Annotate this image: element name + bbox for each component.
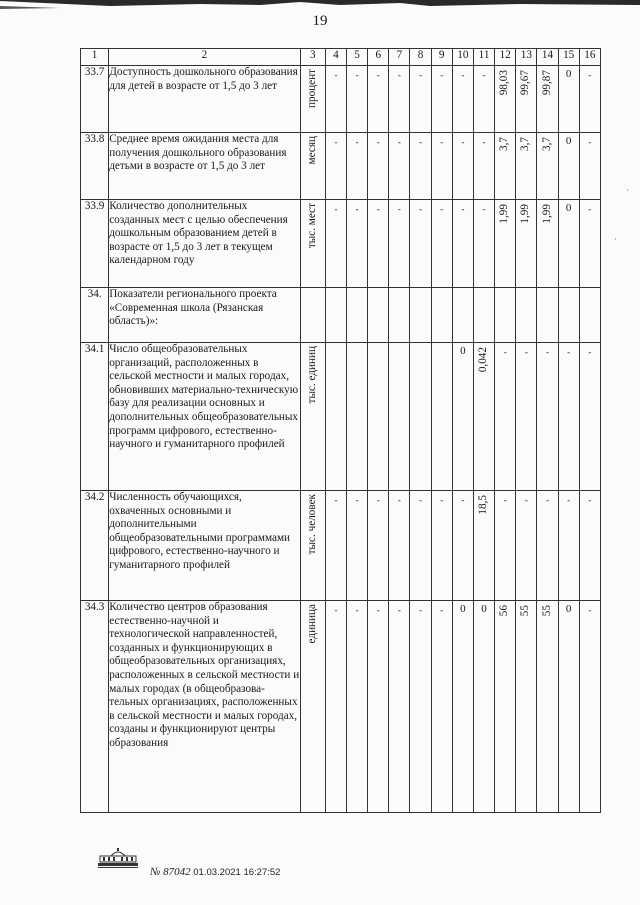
value-text: 99,67 bbox=[519, 70, 532, 96]
value-text: - bbox=[588, 70, 592, 80]
row-number: 34. bbox=[81, 288, 109, 343]
value-cell bbox=[325, 133, 346, 200]
value-text: - bbox=[334, 137, 338, 147]
value-text: - bbox=[376, 70, 380, 80]
unit-label: тыс. человек bbox=[305, 494, 318, 555]
value-text: 0 bbox=[565, 603, 572, 615]
value-text: - bbox=[588, 605, 592, 615]
value-cell bbox=[537, 288, 558, 343]
header-col-8: 8 bbox=[410, 49, 431, 66]
value-text: 0,042 bbox=[477, 347, 490, 373]
value-text: - bbox=[419, 137, 423, 147]
stamp-number: № 87042 bbox=[150, 866, 191, 878]
value-text: - bbox=[524, 495, 528, 505]
value-cell bbox=[579, 491, 600, 601]
header-col-10: 10 bbox=[452, 49, 473, 66]
value-text: - bbox=[376, 204, 380, 214]
header-col-3: 3 bbox=[300, 49, 325, 66]
value-cell bbox=[368, 491, 389, 601]
indicator-name: Численность обучающихся, охваченных основными и дополнительными общеобразовательными программами цифрового, естественно-научного и гуманитарного профилей bbox=[109, 491, 300, 601]
header-col-12: 12 bbox=[495, 49, 516, 66]
scan-mark: · bbox=[626, 186, 629, 195]
value-cell bbox=[516, 288, 537, 343]
value-cell bbox=[452, 601, 473, 813]
value-cell bbox=[579, 343, 600, 491]
value-cell bbox=[389, 343, 410, 491]
value-text: - bbox=[355, 204, 359, 214]
value-cell bbox=[579, 200, 600, 288]
value-text: 1,99 bbox=[519, 204, 532, 224]
value-cell bbox=[558, 288, 579, 343]
table-row bbox=[81, 343, 601, 491]
header-col-15: 15 bbox=[558, 49, 579, 66]
value-text: - bbox=[334, 495, 338, 505]
unit-cell bbox=[300, 601, 325, 813]
value-text: - bbox=[440, 605, 444, 615]
value-text: - bbox=[503, 495, 507, 505]
value-text: - bbox=[567, 495, 571, 505]
page-number: 19 bbox=[312, 13, 328, 29]
value-cell bbox=[452, 200, 473, 288]
indicator-name: Среднее время ожидания места для получения дошкольного образования детьми в возрасте от 1,5 до 3 лет bbox=[109, 133, 300, 200]
header-col-6: 6 bbox=[368, 49, 389, 66]
value-cell bbox=[368, 601, 389, 813]
value-cell bbox=[389, 601, 410, 813]
value-cell bbox=[368, 66, 389, 133]
value-cell bbox=[325, 601, 346, 813]
value-cell bbox=[473, 601, 494, 813]
unit-label: процент bbox=[305, 69, 318, 109]
value-cell bbox=[452, 288, 473, 343]
value-text: - bbox=[355, 605, 359, 615]
unit-cell bbox=[300, 66, 325, 133]
value-text: - bbox=[461, 70, 465, 80]
indicator-name: Доступность дошкольного образования для детей в возрасте от 1,5 до 3 лет bbox=[109, 66, 300, 133]
value-cell bbox=[347, 491, 368, 601]
value-text: 1,99 bbox=[540, 204, 553, 224]
value-cell bbox=[495, 343, 516, 491]
value-text: 0 bbox=[565, 68, 572, 80]
indicators-table bbox=[80, 48, 601, 813]
stamp-datetime: 01.03.2021 16:27:52 bbox=[193, 867, 281, 878]
value-cell bbox=[495, 601, 516, 813]
value-text: - bbox=[355, 70, 359, 80]
row-number: 33.7 bbox=[81, 66, 109, 133]
header-row bbox=[81, 49, 601, 66]
value-cell bbox=[431, 288, 452, 343]
table-row bbox=[81, 288, 601, 343]
table-row bbox=[81, 601, 601, 813]
value-text: - bbox=[376, 605, 380, 615]
value-cell bbox=[389, 66, 410, 133]
scan-edge-band bbox=[0, 0, 640, 10]
value-cell bbox=[516, 601, 537, 813]
value-cell bbox=[495, 288, 516, 343]
value-text: 0 bbox=[481, 603, 487, 615]
value-text: - bbox=[397, 605, 401, 615]
value-text: - bbox=[440, 495, 444, 505]
value-cell bbox=[495, 66, 516, 133]
value-text: - bbox=[440, 70, 444, 80]
unit-label: тыс. единиц bbox=[305, 346, 318, 404]
value-cell bbox=[325, 200, 346, 288]
value-text: - bbox=[461, 495, 465, 505]
value-cell bbox=[410, 601, 431, 813]
value-cell bbox=[495, 133, 516, 200]
value-text: - bbox=[397, 495, 401, 505]
value-text: - bbox=[461, 204, 465, 214]
value-text: - bbox=[482, 70, 486, 80]
value-text: 55 bbox=[519, 605, 532, 617]
value-cell bbox=[558, 601, 579, 813]
value-cell bbox=[558, 343, 579, 491]
value-cell bbox=[579, 133, 600, 200]
value-cell bbox=[473, 343, 494, 491]
value-text: 18,5 bbox=[477, 495, 490, 515]
value-text: - bbox=[503, 347, 507, 357]
value-cell bbox=[558, 200, 579, 288]
indicator-name: Количество центров образования естественно-научной и технологической направленностей, созданных и функционирующих в общеобразовательных организациях, расположенных в сельской местности и малых городах (в общеобразова-тельных организациях, расположенных в сельской местности и малых городах, созданы и функционируют центры образования bbox=[109, 601, 300, 813]
scan-mark: · bbox=[614, 235, 617, 244]
value-cell bbox=[431, 343, 452, 491]
value-text: - bbox=[397, 70, 401, 80]
value-text: - bbox=[397, 204, 401, 214]
unit-label: месяц bbox=[305, 136, 318, 165]
header-col-4: 4 bbox=[325, 49, 346, 66]
value-cell bbox=[495, 491, 516, 601]
header-col-7: 7 bbox=[389, 49, 410, 66]
value-cell bbox=[452, 66, 473, 133]
value-text: - bbox=[546, 495, 549, 505]
indicator-name: Количество дополнительных созданных мест с целью обеспечения дошкольным образованием детей в возрасте от 1,5 до 3 лет в текущем календарном году bbox=[109, 200, 300, 288]
value-text: - bbox=[440, 204, 444, 214]
value-cell bbox=[347, 200, 368, 288]
value-cell bbox=[410, 491, 431, 601]
value-text: 0 bbox=[460, 345, 466, 357]
value-cell bbox=[410, 133, 431, 200]
unit-cell bbox=[300, 491, 325, 601]
value-text: - bbox=[419, 70, 423, 80]
table-row bbox=[81, 491, 601, 601]
value-cell bbox=[558, 133, 579, 200]
value-cell bbox=[452, 491, 473, 601]
value-cell bbox=[516, 200, 537, 288]
value-text: - bbox=[419, 605, 423, 615]
header-col-5: 5 bbox=[347, 49, 368, 66]
value-text: - bbox=[461, 137, 465, 147]
value-text: - bbox=[376, 495, 380, 505]
header-col-2: 2 bbox=[109, 49, 300, 66]
value-cell bbox=[347, 288, 368, 343]
value-text: 99,87 bbox=[540, 70, 553, 96]
value-cell bbox=[516, 133, 537, 200]
value-cell bbox=[579, 66, 600, 133]
registry-logo-icon bbox=[94, 846, 142, 870]
value-cell bbox=[431, 601, 452, 813]
table-row bbox=[81, 200, 601, 288]
value-text: 98,03 bbox=[498, 70, 511, 96]
value-cell bbox=[410, 66, 431, 133]
value-cell bbox=[516, 491, 537, 601]
value-cell bbox=[368, 343, 389, 491]
value-cell bbox=[537, 491, 558, 601]
value-text: - bbox=[588, 137, 592, 147]
value-cell bbox=[347, 343, 368, 491]
value-text: - bbox=[334, 605, 338, 615]
header-col-13: 13 bbox=[516, 49, 537, 66]
value-text: 0 bbox=[460, 603, 466, 615]
value-cell bbox=[410, 200, 431, 288]
value-cell bbox=[516, 343, 537, 491]
value-cell bbox=[431, 491, 452, 601]
value-cell bbox=[368, 133, 389, 200]
value-cell bbox=[473, 200, 494, 288]
value-cell bbox=[347, 133, 368, 200]
value-cell bbox=[558, 491, 579, 601]
header-col-1: 1 bbox=[81, 49, 109, 66]
table-row bbox=[81, 66, 601, 133]
header-col-16: 16 bbox=[579, 49, 600, 66]
value-cell bbox=[368, 288, 389, 343]
value-cell bbox=[410, 343, 431, 491]
table-row bbox=[81, 133, 601, 200]
unit-label: единица bbox=[305, 604, 318, 644]
value-cell bbox=[431, 200, 452, 288]
value-text: 3,7 bbox=[540, 137, 553, 151]
row-number: 34.2 bbox=[81, 491, 109, 601]
value-text: 3,7 bbox=[498, 137, 511, 151]
value-cell bbox=[537, 343, 558, 491]
header-col-11: 11 bbox=[473, 49, 494, 66]
value-cell bbox=[325, 66, 346, 133]
value-cell bbox=[368, 200, 389, 288]
row-number: 34.3 bbox=[81, 601, 109, 813]
value-cell bbox=[431, 133, 452, 200]
value-cell bbox=[537, 200, 558, 288]
document-stamp bbox=[150, 866, 280, 878]
value-text: 55 bbox=[540, 605, 553, 617]
row-number: 33.8 bbox=[81, 133, 109, 200]
value-cell bbox=[537, 66, 558, 133]
value-cell bbox=[473, 288, 494, 343]
value-cell bbox=[389, 491, 410, 601]
value-cell bbox=[537, 601, 558, 813]
value-cell bbox=[558, 66, 579, 133]
value-cell bbox=[473, 491, 494, 601]
unit-cell bbox=[300, 288, 325, 343]
value-text: - bbox=[588, 204, 592, 214]
unit-cell bbox=[300, 200, 325, 288]
value-text: 0 bbox=[565, 202, 572, 214]
value-text: - bbox=[567, 347, 571, 357]
value-cell bbox=[325, 491, 346, 601]
value-cell bbox=[431, 66, 452, 133]
value-text: - bbox=[482, 204, 486, 214]
value-text: 1,99 bbox=[498, 204, 511, 224]
value-text: - bbox=[355, 137, 359, 147]
value-cell bbox=[579, 288, 600, 343]
header-col-14: 14 bbox=[537, 49, 558, 66]
value-text: - bbox=[419, 204, 423, 214]
value-text: 56 bbox=[498, 605, 511, 617]
value-cell bbox=[389, 200, 410, 288]
unit-cell bbox=[300, 133, 325, 200]
value-text: - bbox=[419, 495, 423, 505]
row-number: 33.9 bbox=[81, 200, 109, 288]
value-cell bbox=[410, 288, 431, 343]
value-cell bbox=[473, 66, 494, 133]
value-text: - bbox=[376, 137, 380, 147]
value-cell bbox=[473, 133, 494, 200]
value-cell bbox=[452, 133, 473, 200]
value-text: - bbox=[440, 137, 444, 147]
value-cell bbox=[537, 133, 558, 200]
value-text: - bbox=[524, 347, 528, 357]
value-text: - bbox=[546, 347, 549, 357]
indicator-name: Число общеобразовательных организаций, расположенных в сельской местности и малых городах, обновивших материально-техническую базу для реализации основных и дополнительных общеобразовательных программ цифрового, естественно-научного и гуманитарного профилей bbox=[109, 343, 300, 491]
indicator-name: Показатели регионального проекта «Современная школа (Рязанская область)»: bbox=[109, 288, 300, 343]
value-cell bbox=[325, 288, 346, 343]
value-text: - bbox=[334, 204, 338, 214]
unit-cell bbox=[300, 343, 325, 491]
row-number: 34.1 bbox=[81, 343, 109, 491]
value-text: 3,7 bbox=[519, 137, 532, 151]
value-cell bbox=[347, 66, 368, 133]
value-text: - bbox=[482, 137, 486, 147]
value-cell bbox=[389, 288, 410, 343]
value-text: - bbox=[334, 70, 338, 80]
value-text: - bbox=[588, 495, 592, 505]
value-cell bbox=[325, 343, 346, 491]
unit-label: тыс. мест bbox=[305, 203, 318, 249]
value-text: - bbox=[588, 347, 592, 357]
value-text: - bbox=[355, 495, 359, 505]
value-cell bbox=[516, 66, 537, 133]
value-text: 0 bbox=[565, 135, 572, 147]
header-col-9: 9 bbox=[431, 49, 452, 66]
value-cell bbox=[579, 601, 600, 813]
value-cell bbox=[389, 133, 410, 200]
value-cell bbox=[347, 601, 368, 813]
value-cell bbox=[452, 343, 473, 491]
value-text: - bbox=[397, 137, 401, 147]
value-cell bbox=[495, 200, 516, 288]
